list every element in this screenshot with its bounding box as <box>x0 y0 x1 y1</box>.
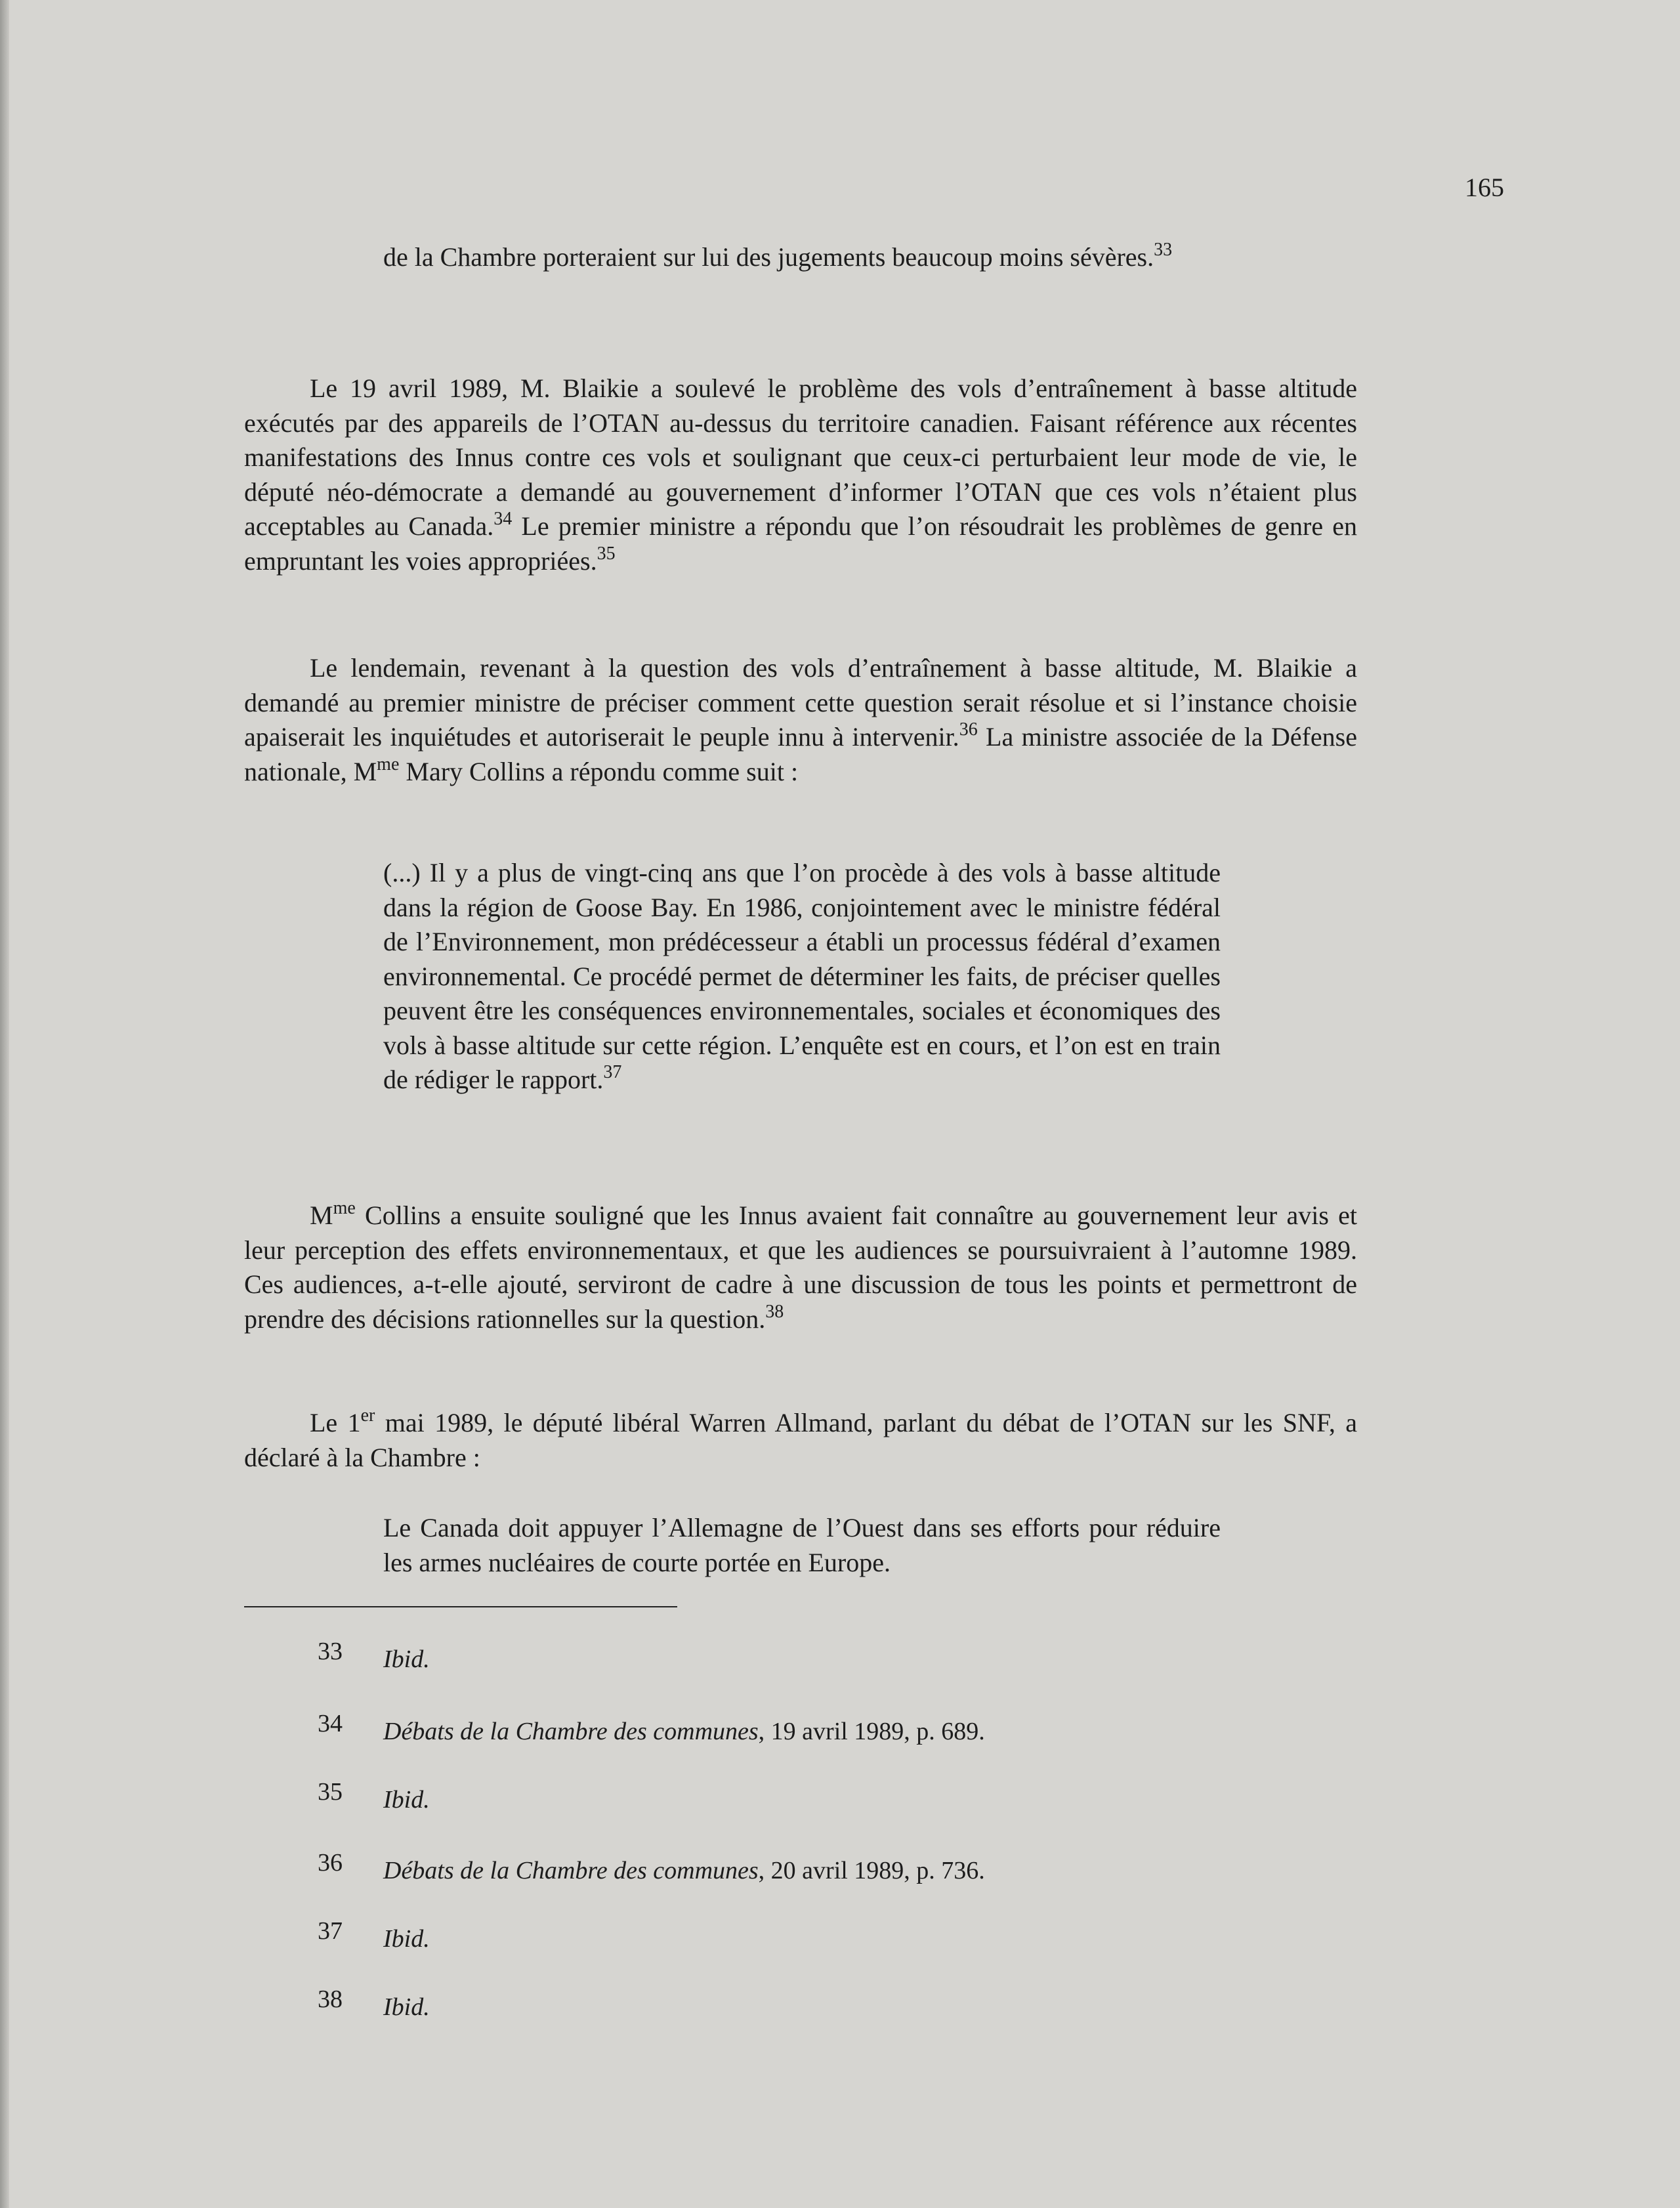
paragraph-text: de la Chambre porteraient sur lui des jugements beaucoup moins sévères. <box>383 242 1154 272</box>
title-abbrev: me <box>377 754 400 775</box>
paragraph-next-day <box>244 651 1357 789</box>
footnote-title: Débats de la Chambre des communes <box>383 1857 759 1884</box>
footnote <box>318 1778 430 1817</box>
quote-text: Le Canada doit appuyer l’Allemagne de l’Ouest dans ses efforts pour réduire les armes nucléaires de courte portée en Europe. <box>383 1513 1221 1577</box>
paragraph-text: mai 1989, le député libéral Warren Allmand, parlant du débat de l’OTAN sur les SNF, a déclaré à la Chambre : <box>244 1408 1358 1472</box>
paragraph-continuation <box>383 240 1221 275</box>
footnote-number: 34 <box>318 1710 343 1737</box>
footnote-title: Ibid. <box>383 1925 430 1953</box>
block-quote-allmand <box>383 1511 1221 1580</box>
footnote-detail: , 20 avril 1989, p. 736. <box>758 1857 985 1884</box>
paragraph-text: Mary Collins a répondu comme suit : <box>399 756 799 786</box>
footnote-divider <box>244 1606 677 1607</box>
paragraph-collins-response <box>244 1199 1357 1336</box>
page-edge-shadow <box>0 0 9 2208</box>
paragraph-text: Le premier ministre a répondu que l’on résoudrait les problèmes de genre en empruntant les voies appropriées. <box>244 511 1357 576</box>
footnote-title: Débats de la Chambre des communes <box>383 1718 759 1745</box>
footnote-ref: 33 <box>1154 240 1173 260</box>
paragraph-text: Collins a ensuite souligné que les Innus avaient fait connaître au gouvernement leur avis et leur perception des effets environnementaux, et que les audiences se poursuivraient à l’automne 1989. Ces audiences, a-t-elle ajouté, serviront de cadre à une discussion de tous les points et permettront de prendre des décisions rationnelles sur la question. <box>244 1200 1357 1334</box>
footnote-title: Ibid. <box>383 1993 430 2021</box>
footnote-number: 33 <box>318 1638 343 1665</box>
footnote <box>318 1917 430 1956</box>
footnote <box>318 1638 430 1676</box>
footnote <box>318 1710 985 1749</box>
footnote-ref: 35 <box>597 543 616 564</box>
footnote-ref: 38 <box>765 1301 784 1322</box>
footnote <box>318 1849 985 1888</box>
paragraph-blaikie-low-flights <box>244 372 1357 578</box>
footnote-number: 35 <box>318 1778 343 1806</box>
footnote-number: 38 <box>318 1985 343 2013</box>
quote-text: (...) Il y a plus de vingt-cinq ans que l’on procède à des vols à basse altitude dans la région de Goose Bay. En 1986, conjointement avec le ministre fédéral de l’Environnement, mon prédécesseur a établi un processus fédéral d’examen environnemental. Ce procédé permet de déterminer les faits, de préciser quelles peuvent être les conséquences environnementales, sociales et économiques des vols à basse altitude sur cette région. L’enquête est en cours, et l’on est en train de rédiger le rapport. <box>383 858 1221 1094</box>
footnote-ref: 34 <box>494 509 513 529</box>
footnote-ref: 36 <box>959 719 978 740</box>
paragraph-text: M <box>310 1200 333 1230</box>
footnote-number: 36 <box>318 1849 343 1877</box>
footnote <box>318 1985 430 2024</box>
paragraph-allmand <box>244 1406 1357 1475</box>
paragraph-text: Le 19 avril 1989, M. Blaikie a soulevé le problème des vols d’entraînement à basse altitude exécutés par des appareils de l’OTAN au-dessus du territoire canadien. Faisant référence aux récentes manifestations des Innus contre ces vols et soulignant que ceux-ci perturbaient leur mode de vie, le député néo-démocrate a demandé au gouvernement d’informer l’OTAN que ces vols n’étaient plus acceptables au Canada. <box>244 373 1357 541</box>
page-number: 165 <box>1465 173 1504 202</box>
footnote-title: Ibid. <box>383 1645 430 1673</box>
footnote-title: Ibid. <box>383 1786 430 1814</box>
ordinal-suffix: er <box>360 1405 375 1426</box>
paragraph-text: Le 1 <box>310 1408 361 1437</box>
title-abbrev: me <box>333 1198 356 1218</box>
paragraph-text: La ministre associée de la Défense nationale, M <box>244 722 1357 786</box>
paragraph-text: Le lendemain, revenant à la question des vols d’entraînement à basse altitude, M. Blaikie a demandé au premier ministre de préciser comment cette question serait résolue et si l’instance choisie apaiserait les inquiétudes et autoriserait le peuple innu à intervenir. <box>244 653 1357 752</box>
footnote-detail: , 19 avril 1989, p. 689. <box>758 1718 985 1745</box>
footnote-ref: 37 <box>603 1062 622 1082</box>
block-quote-collins <box>383 856 1221 1097</box>
footnote-number: 37 <box>318 1917 343 1945</box>
